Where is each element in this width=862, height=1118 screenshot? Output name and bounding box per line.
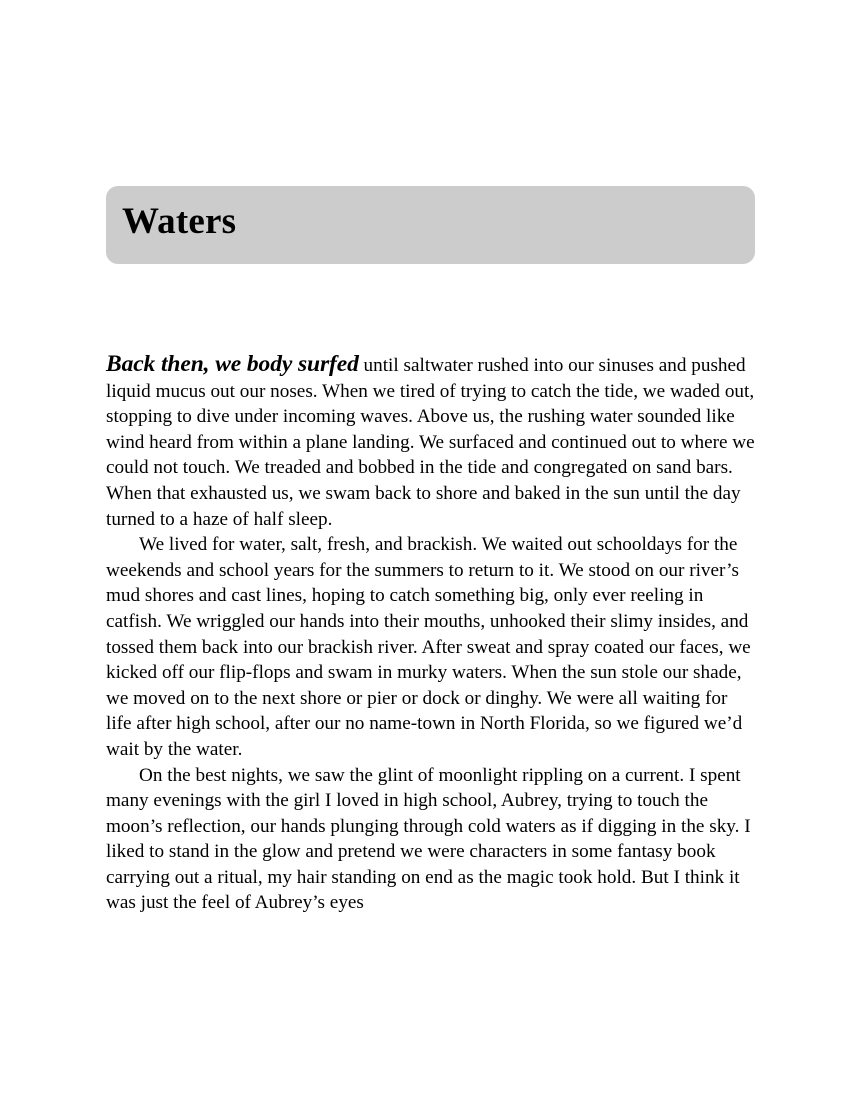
body-text [106, 352, 757, 916]
lead-in-phrase: Back then, we body surfed [106, 351, 359, 377]
paragraph-3: On the best nights, we saw the glint of moonlight rippling on a current. I spent many evenings with the girl I loved in high school, Aubrey, trying to touch the moon’s reflection, our hands plunging through cold waters as if digging in the sky. I liked to stand in the glow and pretend we were characters in some fantasy book carrying out a ritual, my hair standing on end as the magic took hold. But I think it was just the feel of Aubrey’s eyes [106, 764, 751, 914]
paragraph-1-text: until saltwater rushed into our sinuses and pushed liquid mucus out our noses. When we tired of trying to catch the tide, we waded out, stopping to dive under incoming waves. Above us, the rushing water sounded like wind heard from within a plane landing. We surfaced and continued out to where we could not touch. We treaded and bobbed in the tide and congregated on sand bars. When that exhausted us, we swam back to shore and baked in the sun until the day turned to a haze of half sleep. [106, 355, 755, 530]
paragraph-2: We lived for water, salt, fresh, and brackish. We waited out schooldays for the weekends and school years for the summers to return to it. We stood on our river’s mud shores and cast lines, hoping to catch something big, only ever reeling in catfish. We wriggled our hands into their mouths, unhooked their slimy insides, and tossed them back into our brackish river. After sweat and spray coated our faces, we kicked off our flip-flops and swam in murky waters. When the sun stole our shade, we moved on to the next shore or pier or dock or dinghy. We were all waiting for life after high school, after our no name-town in North Florida, so we figured we’d wait by the water. [106, 534, 751, 760]
chapter-title-banner [106, 186, 755, 264]
paragraph-1 [106, 352, 757, 532]
page-title: Waters [122, 201, 237, 242]
